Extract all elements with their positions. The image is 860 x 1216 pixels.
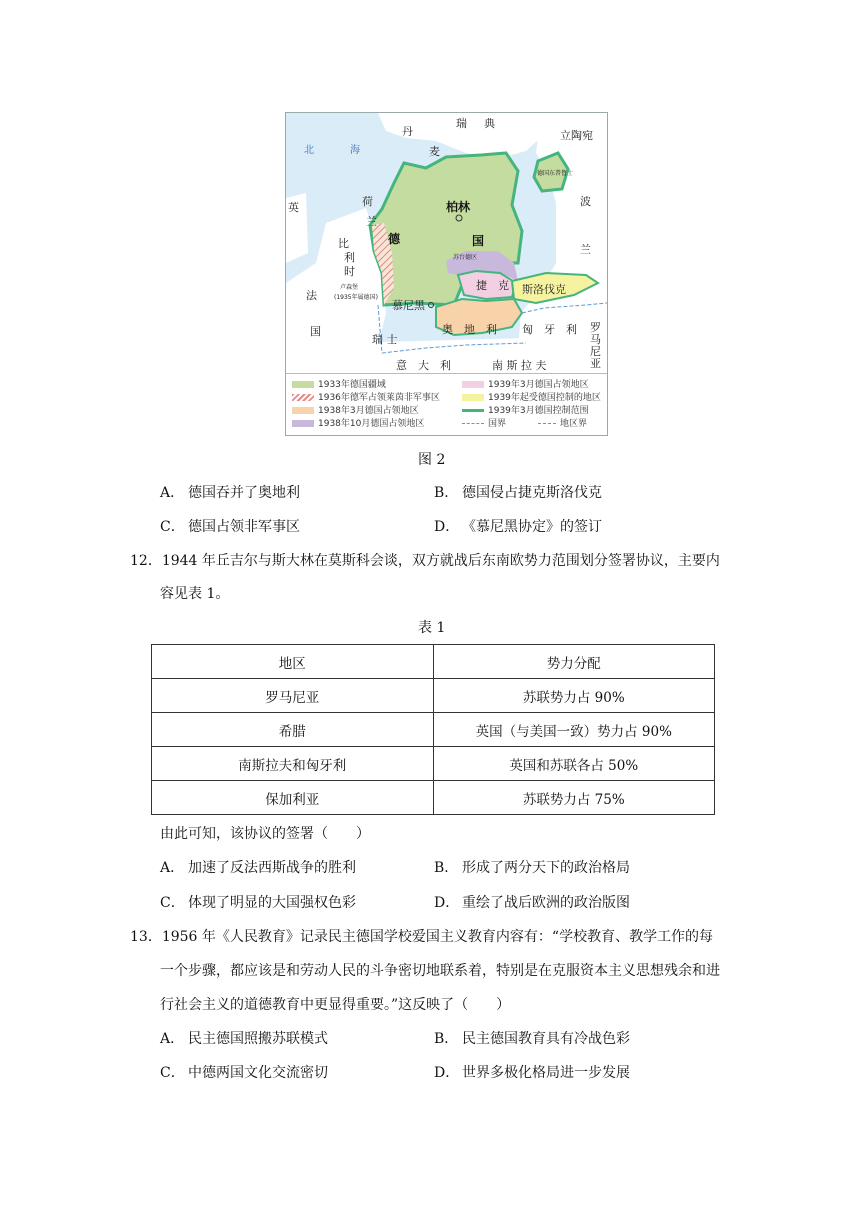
map-label: 斯洛伐克 xyxy=(522,283,566,296)
table-cell: 苏联势力占 90% xyxy=(433,679,715,713)
legend-swatch xyxy=(462,381,484,388)
legend-item: 1939年起受德国控制的地区 xyxy=(462,393,601,404)
q12-option-a[interactable]: A． 加速了反法西斯战争的胜利 xyxy=(160,860,356,876)
legend-swatch xyxy=(462,409,484,412)
table-row xyxy=(152,781,715,815)
map-label: 立陶宛 xyxy=(560,129,593,142)
map-label: 丹 xyxy=(402,125,413,138)
map-label: 时 xyxy=(344,265,355,278)
legend-swatch xyxy=(292,394,314,401)
q12-option-d[interactable]: D． 重绘了战后欧洲的政治版图 xyxy=(434,895,630,911)
map-label: 典 xyxy=(484,117,495,130)
q12-option-b[interactable]: B． 形成了两分天下的政治格局 xyxy=(434,860,630,876)
table-cell: 希腊 xyxy=(152,713,434,747)
map-label: 马 xyxy=(590,333,601,346)
map-label: 南 斯 拉 夫 xyxy=(492,359,547,372)
map-label: 兰 xyxy=(366,215,377,228)
map-label: 柏林 xyxy=(446,200,471,214)
q11-option-c[interactable]: C． 德国占领非军事区 xyxy=(160,519,300,535)
legend-item: 1933年德国疆域 xyxy=(292,380,386,391)
legend-item: 地区界 xyxy=(538,419,587,430)
legend-swatch xyxy=(292,407,314,414)
table-cell: 南斯拉夫和匈牙利 xyxy=(152,747,434,781)
legend-item: 国界 xyxy=(462,419,506,430)
map-label: 瑞 士 xyxy=(372,333,398,346)
table-row xyxy=(152,713,715,747)
q11-option-d[interactable]: D． 《慕尼黑协定》的签订 xyxy=(434,519,602,535)
table-cell: 英国和苏联各占 50% xyxy=(433,747,715,781)
map-figure xyxy=(285,112,608,436)
map-label: 匈 牙 利 xyxy=(522,323,577,336)
table-row xyxy=(152,679,715,713)
legend-item: 1938年3月德国占领地区 xyxy=(292,406,419,417)
map-label: 海 xyxy=(350,145,360,156)
table-cell: 苏联势力占 75% xyxy=(433,781,715,815)
q13-option-a[interactable]: A． 民主德国照搬苏联模式 xyxy=(160,1031,328,1047)
map-label: 意 大 利 xyxy=(396,359,451,372)
map-label: (1935年属德国) xyxy=(334,294,378,301)
map-label: 捷 克 xyxy=(476,279,509,292)
table-header-row xyxy=(152,645,715,679)
map-label: 波 xyxy=(580,195,591,208)
q12-question-cont: 容见表 1。 xyxy=(160,586,230,602)
legend-swatch xyxy=(538,423,556,424)
table-cell: 保加利亚 xyxy=(152,781,434,815)
table-cell: 英国（与美国一致）势力占 90% xyxy=(433,713,715,747)
q13-option-b[interactable]: B． 民主德国教育具有冷战色彩 xyxy=(434,1031,630,1047)
map-label: 瑞 xyxy=(456,117,467,130)
legend-item: 1939年3月德国控制范围 xyxy=(462,406,589,417)
table-header: 地区 xyxy=(152,645,434,679)
map-label: 兰 xyxy=(580,243,591,256)
table-caption: 表 1 xyxy=(418,620,446,636)
q11-option-b[interactable]: B． 德国侵占捷克斯洛伐克 xyxy=(434,485,602,501)
legend-swatch xyxy=(462,423,484,424)
q12-stem: 由此可知，该协议的签署（ ） xyxy=(160,826,370,842)
map-label: 慕尼黑 xyxy=(392,299,425,312)
table-row xyxy=(152,747,715,781)
map-legend xyxy=(286,373,607,436)
map-label: 尼 xyxy=(590,345,601,358)
legend-swatch xyxy=(292,381,314,388)
sphere-table xyxy=(151,644,715,815)
map-canvas xyxy=(286,113,607,373)
map-label: 荷 xyxy=(362,195,373,208)
legend-swatch xyxy=(292,420,314,427)
figure-caption: 图 2 xyxy=(418,452,446,468)
map-label: 比 xyxy=(338,237,349,250)
map-label: 英 xyxy=(288,201,299,214)
q13-question-cont: 一个步骤，都应该是和劳动人民的斗争密切地联系着，特别是在克服资本主义思想残余和进 xyxy=(160,963,720,979)
q13-option-c[interactable]: C． 中德两国文化交流密切 xyxy=(160,1065,328,1081)
table-cell: 罗马尼亚 xyxy=(152,679,434,713)
map-label: 德 xyxy=(388,232,401,246)
table-header: 势力分配 xyxy=(433,645,715,679)
map-label: 麦 xyxy=(429,145,440,158)
map-label: 卢森堡 xyxy=(340,284,359,291)
question-number: 13． xyxy=(130,929,162,945)
q13-question-cont: 行社会主义的道德教育中更显得重要。”这反映了（ ） xyxy=(160,997,511,1013)
map-label: 国 xyxy=(472,234,485,248)
map-label: 利 xyxy=(344,251,355,264)
map-label: 国 xyxy=(310,325,321,338)
legend-item: 1938年10月德国占领地区 xyxy=(292,419,424,430)
question-number: 12． xyxy=(130,553,162,569)
q12-option-c[interactable]: C． 体现了明显的大国强权色彩 xyxy=(160,895,356,911)
map-label: 亚 xyxy=(590,357,601,370)
map-label: 罗 xyxy=(590,321,601,334)
legend-swatch xyxy=(462,394,484,401)
q13-option-d[interactable]: D． 世界多极化格局进一步发展 xyxy=(434,1065,630,1081)
legend-item: 1939年3月德国占领地区 xyxy=(462,380,589,391)
q13-question: 13．1956 年《人民教育》记录民主德国学校爱国主义教育内容有：“学校教育、教学工作的每 xyxy=(130,929,714,945)
map-label: 德国东普鲁士 xyxy=(537,170,574,177)
map-label: 法 xyxy=(306,289,317,302)
map-label: 北 xyxy=(304,145,314,156)
map-label: 苏台德区 xyxy=(453,254,478,261)
q12-question: 12．1944 年丘吉尔与斯大林在莫斯科会谈，双方就战后东南欧势力范围划分签署协议，主要内 xyxy=(130,553,720,569)
legend-item: 1936年德军占领莱茵非军事区 xyxy=(292,393,440,404)
map-label: 奥 地 利 xyxy=(442,323,497,336)
q11-option-a[interactable]: A． 德国吞并了奥地利 xyxy=(160,485,300,501)
